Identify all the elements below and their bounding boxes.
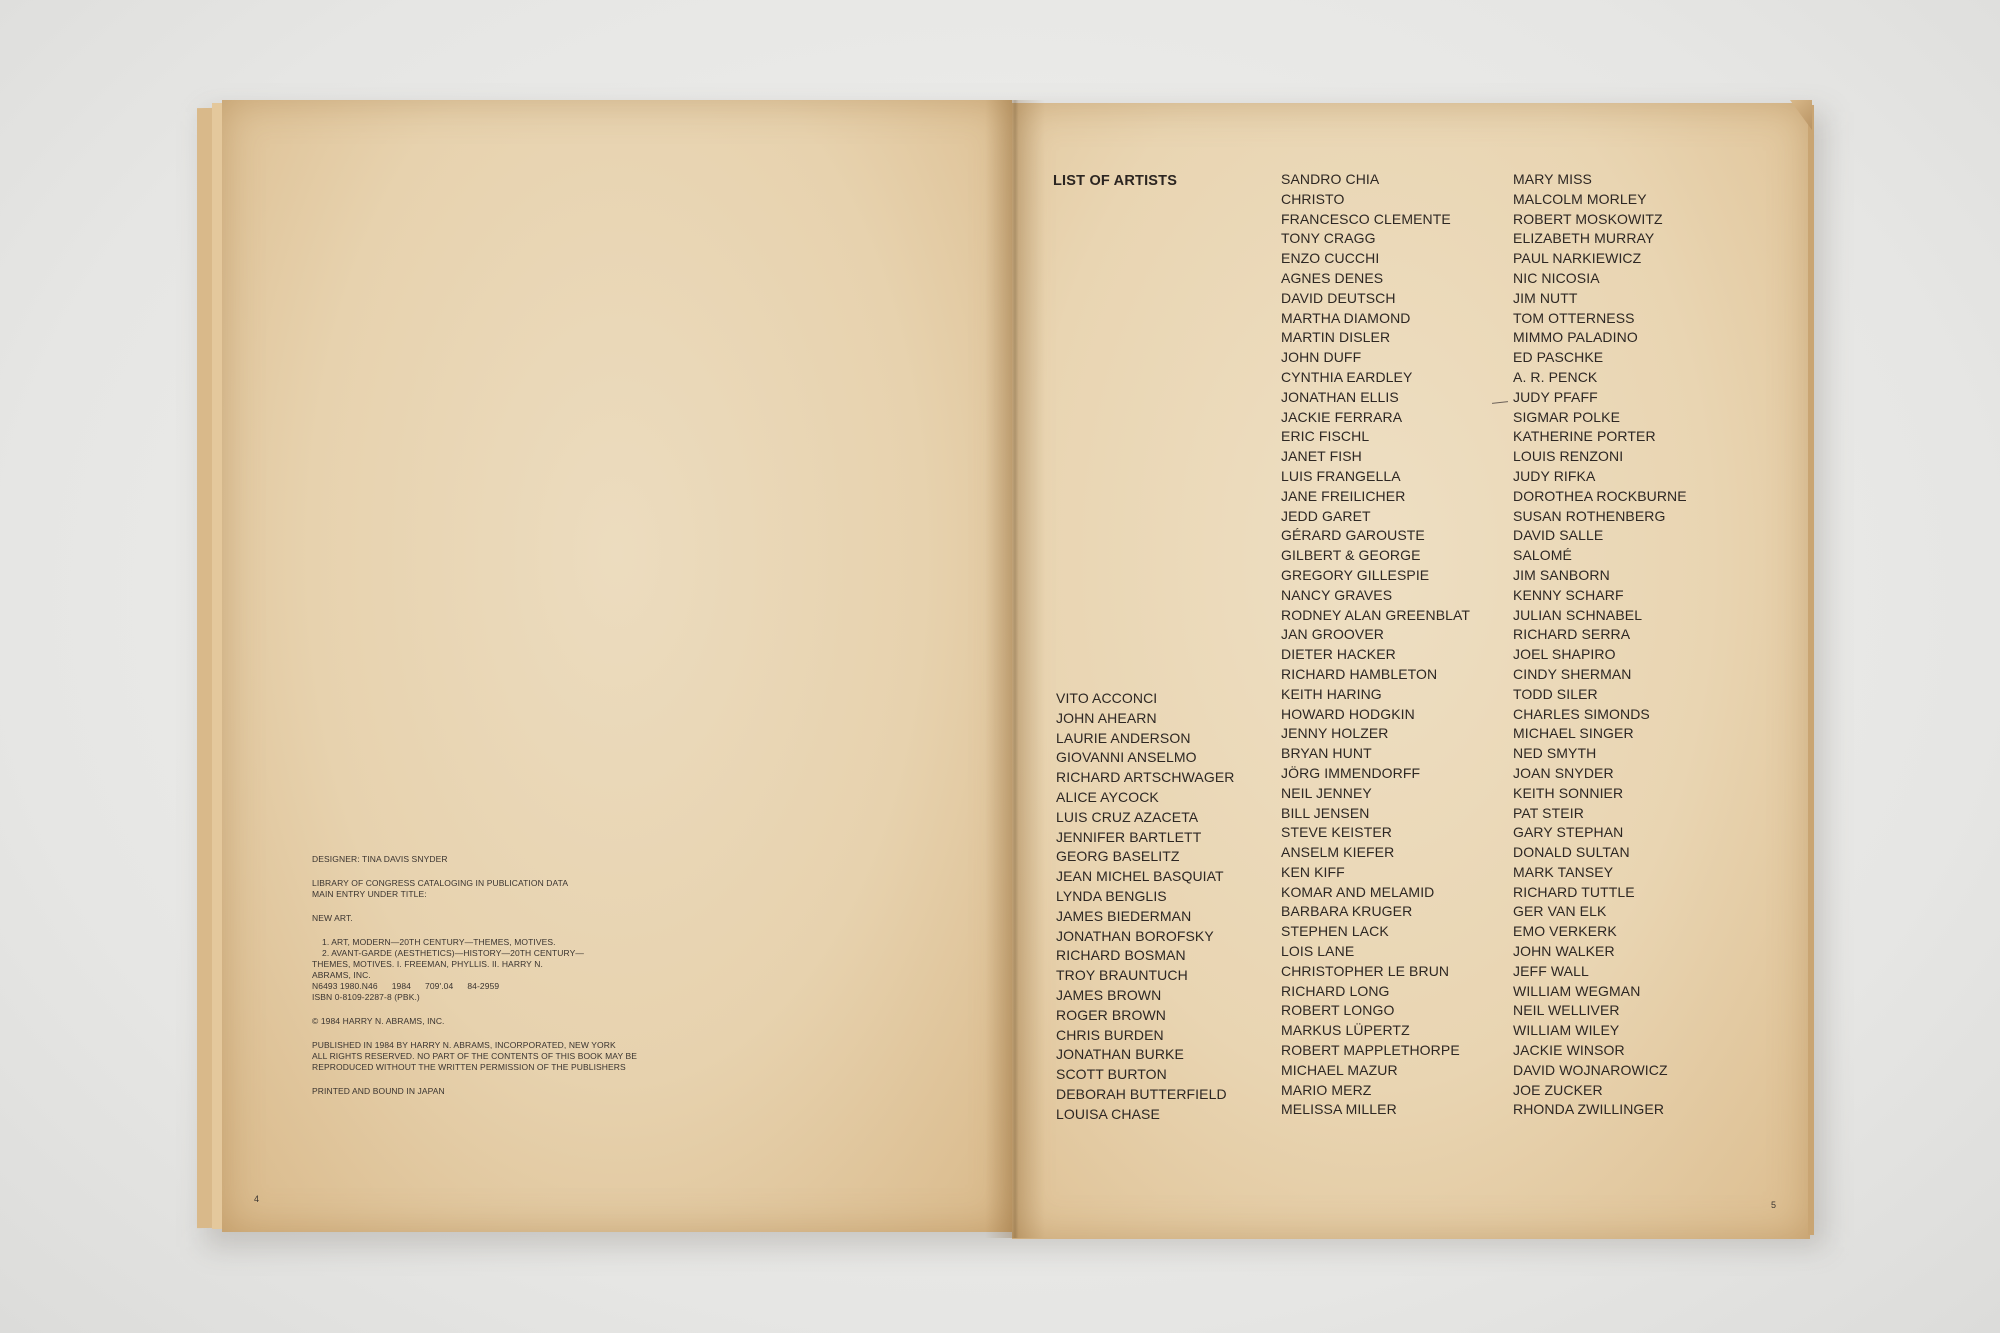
artist-name: JAMES BROWN <box>1056 986 1162 1003</box>
artist-name: LUIS CRUZ AZACETA <box>1056 808 1199 825</box>
page-number-left: 4 <box>254 1194 260 1204</box>
artist-name: HOWARD HODGKIN <box>1281 705 1415 722</box>
artist-name: FRANCESCO CLEMENTE <box>1281 210 1451 227</box>
artist-name: LUIS FRANGELLA <box>1281 467 1401 484</box>
artist-name: ANSELM KIEFER <box>1281 844 1395 861</box>
artist-name: RHONDA ZWILLINGER <box>1513 1101 1665 1118</box>
artist-name: DAVID DEUTSCH <box>1281 289 1396 306</box>
artist-name: KEN KIFF <box>1281 863 1345 880</box>
artist-name: STEPHEN LACK <box>1281 923 1389 940</box>
artist-name: TODD SILER <box>1513 685 1598 702</box>
artist-name: JENNIFER BARTLETT <box>1056 828 1202 845</box>
artist-name: CHRISTO <box>1281 190 1345 207</box>
artist-name: MARKUS LÜPERTZ <box>1281 1022 1410 1039</box>
artist-name: STEVE KEISTER <box>1281 824 1392 841</box>
artist-name: ROBERT MAPPLETHORPE <box>1281 1042 1460 1059</box>
artist-name: CHRIS BURDEN <box>1056 1026 1164 1043</box>
artist-name: JIM NUTT <box>1513 289 1578 306</box>
page-number-right: 5 <box>1771 1200 1777 1210</box>
cip-entry: MAIN ENTRY UNDER TITLE: <box>312 889 427 899</box>
artist-name: BARBARA KRUGER <box>1281 903 1413 920</box>
artist-name: CINDY SHERMAN <box>1513 665 1632 682</box>
cip-subject-1: 1. ART, MODERN—20TH CENTURY—THEMES, MOTIVES. <box>322 937 556 947</box>
artist-name: MELISSA MILLER <box>1281 1101 1397 1118</box>
isbn: ISBN 0-8109-2287-8 (PBK.) <box>312 992 420 1002</box>
artist-name: ROBERT LONGO <box>1281 1002 1395 1019</box>
artist-name: ED PASCHKE <box>1513 349 1604 366</box>
artist-name: PAT STEIR <box>1513 804 1584 821</box>
artist-name: NANCY GRAVES <box>1281 586 1393 603</box>
publisher-line-1: PUBLISHED IN 1984 BY HARRY N. ABRAMS, INCORPORATED, NEW YORK <box>312 1040 616 1050</box>
artist-name: RICHARD HAMBLETON <box>1281 665 1438 682</box>
artist-name: LYNDA BENGLIS <box>1056 887 1167 904</box>
artist-name: GÉRARD GAROUSTE <box>1281 527 1425 544</box>
artist-name: LOIS LANE <box>1281 943 1355 960</box>
cip-heading: LIBRARY OF CONGRESS CATALOGING IN PUBLICATION DATA <box>312 878 569 888</box>
artist-name: JANE FREILICHER <box>1281 487 1406 504</box>
artist-name: DAVID SALLE <box>1513 527 1604 544</box>
artist-name: MALCOLM MORLEY <box>1513 190 1647 207</box>
publisher-line-3: REPRODUCED WITHOUT THE WRITTEN PERMISSION OF THE PUBLISHERS <box>312 1062 626 1072</box>
artist-name: WILLIAM WEGMAN <box>1513 982 1641 999</box>
artist-name: KEITH HARING <box>1281 685 1382 702</box>
artist-name: MARTHA DIAMOND <box>1281 309 1411 326</box>
book-gutter <box>985 100 1045 1238</box>
artist-name: MIMMO PALADINO <box>1513 329 1638 346</box>
artist-name: GARY STEPHAN <box>1513 824 1624 841</box>
artist-name: MICHAEL MAZUR <box>1281 1061 1398 1078</box>
call-number: N6493 1980.N46 <box>312 981 378 991</box>
artist-name: MARTIN DISLER <box>1281 329 1391 346</box>
artist-column-2 <box>1281 170 1470 1120</box>
artist-name: AGNES DENES <box>1281 269 1384 286</box>
copyright-notice: © 1984 HARRY N. ABRAMS, INC. <box>312 1016 445 1026</box>
artist-name: MARK TANSEY <box>1513 863 1614 880</box>
dewey-number: 709'.04 <box>425 981 454 991</box>
artist-name: JACKIE FERRARA <box>1281 408 1403 425</box>
artist-name: JEAN MICHEL BASQUIAT <box>1056 868 1224 885</box>
artist-name: NEIL JENNEY <box>1281 784 1372 801</box>
artist-name: JOHN DUFF <box>1281 349 1362 366</box>
artist-name: KEITH SONNIER <box>1513 784 1624 801</box>
artist-name: BILL JENSEN <box>1281 804 1370 821</box>
artist-name: DONALD SULTAN <box>1513 844 1630 861</box>
artist-name: PAUL NARKIEWICZ <box>1513 250 1642 267</box>
artist-name: JEFF WALL <box>1513 962 1589 979</box>
artist-name: MARIO MERZ <box>1281 1081 1372 1098</box>
artist-name: GILBERT & GEORGE <box>1281 547 1421 564</box>
artist-name: SALOMÉ <box>1513 547 1572 564</box>
artist-name: LAURIE ANDERSON <box>1056 729 1191 746</box>
cip-subject-2: 2. AVANT-GARDE (AESTHETICS)—HISTORY—20TH CENTURY— <box>322 948 584 958</box>
artist-name: RICHARD BOSMAN <box>1056 947 1186 964</box>
artist-name: ROGER BROWN <box>1056 1006 1166 1023</box>
artist-name: JOAN SNYDER <box>1513 764 1614 781</box>
artist-name: ERIC FISCHL <box>1281 428 1370 445</box>
artist-name: VITO ACCONCI <box>1056 690 1158 706</box>
cip-title: NEW ART. <box>312 913 353 923</box>
artist-name: DIETER HACKER <box>1281 646 1396 663</box>
artist-name: JULIAN SCHNABEL <box>1513 606 1643 623</box>
artist-name: JONATHAN BOROFSKY <box>1056 927 1214 944</box>
artist-name: BRYAN HUNT <box>1281 745 1372 762</box>
artist-name: GER VAN ELK <box>1513 903 1607 920</box>
artist-name: EMO VERKERK <box>1513 923 1617 940</box>
artist-name: JÖRG IMMENDORFF <box>1281 764 1421 781</box>
artist-column-3 <box>1513 170 1687 1120</box>
artist-name: JAN GROOVER <box>1281 626 1385 643</box>
artist-name: RICHARD LONG <box>1281 982 1390 999</box>
artist-name: JONATHAN BURKE <box>1056 1046 1184 1063</box>
artist-name: TOM OTTERNESS <box>1513 309 1635 326</box>
cip-subject-2-cont: THEMES, MOTIVES. I. FREEMAN, PHYLLIS. II. HARRY N. <box>312 959 543 969</box>
artist-name: GREGORY GILLESPIE <box>1281 566 1430 583</box>
right-page-edge <box>1808 105 1814 1235</box>
artist-name: MICHAEL SINGER <box>1513 725 1634 742</box>
artist-column-1 <box>1056 689 1234 1125</box>
artist-name: JANET FISH <box>1281 448 1362 465</box>
artist-name: ELIZABETH MURRAY <box>1513 230 1655 247</box>
artist-name: LOUISA CHASE <box>1056 1105 1160 1122</box>
artist-name: RICHARD SERRA <box>1513 626 1631 643</box>
artist-name: DAVID WOJNAROWICZ <box>1513 1061 1668 1078</box>
designer-credit: DESIGNER: TINA DAVIS SNYDER <box>312 854 448 864</box>
artist-name: CHRISTOPHER LE BRUN <box>1281 962 1450 979</box>
cip-subject-2-end: ABRAMS, INC. <box>312 970 371 980</box>
artist-name: RICHARD ARTSCHWAGER <box>1056 769 1235 786</box>
artist-name: JOE ZUCKER <box>1513 1081 1603 1098</box>
artist-name: CHARLES SIMONDS <box>1513 705 1650 722</box>
publisher-line-2: ALL RIGHTS RESERVED. NO PART OF THE CONTENTS OF THIS BOOK MAY BE <box>312 1051 638 1061</box>
artist-name: GIOVANNI ANSELMO <box>1056 749 1197 766</box>
artist-name: JEDD GARET <box>1281 507 1371 524</box>
artist-name: JOHN WALKER <box>1513 943 1615 960</box>
artist-name: JOHN AHEARN <box>1056 709 1157 726</box>
artist-name: JUDY PFAFF <box>1513 388 1598 405</box>
printed-in: PRINTED AND BOUND IN JAPAN <box>312 1086 445 1096</box>
cip-call-line <box>312 981 612 992</box>
artist-name: NED SMYTH <box>1513 745 1597 762</box>
artist-name: JONATHAN ELLIS <box>1281 388 1399 405</box>
list-heading: LIST OF ARTISTS <box>1053 173 1178 189</box>
artist-name: JACKIE WINSOR <box>1513 1042 1625 1059</box>
artist-name: JAMES BIEDERMAN <box>1056 907 1192 924</box>
artist-name: KOMAR AND MELAMID <box>1281 883 1435 900</box>
artist-name: JIM SANBORN <box>1513 566 1610 583</box>
artist-name: SUSAN ROTHENBERG <box>1513 507 1666 524</box>
artist-name: GEORG BASELITZ <box>1056 848 1180 865</box>
artist-name: SIGMAR POLKE <box>1513 408 1621 425</box>
artist-name: NIC NICOSIA <box>1513 269 1600 286</box>
cip-year: 1984 <box>391 981 411 991</box>
artist-name: NEIL WELLIVER <box>1513 1002 1620 1019</box>
artist-name: JENNY HOLZER <box>1281 725 1389 742</box>
artist-name: DEBORAH BUTTERFIELD <box>1056 1085 1227 1102</box>
artist-name: KENNY SCHARF <box>1513 586 1624 603</box>
artist-name: RODNEY ALAN GREENBLAT <box>1281 606 1471 623</box>
artist-name: A. R. PENCK <box>1513 368 1598 385</box>
artist-name: TONY CRAGG <box>1281 230 1376 247</box>
artist-name: LOUIS RENZONI <box>1513 448 1624 465</box>
artist-name: ROBERT MOSKOWITZ <box>1513 210 1663 227</box>
artist-name: CYNTHIA EARDLEY <box>1281 368 1413 385</box>
artist-name: WILLIAM WILEY <box>1513 1022 1620 1039</box>
lccn: 84-2959 <box>467 981 500 991</box>
artist-name: JUDY RIFKA <box>1513 467 1596 484</box>
artist-name: DOROTHEA ROCKBURNE <box>1513 487 1687 504</box>
artist-name: ALICE AYCOCK <box>1056 788 1159 805</box>
artist-name: MARY MISS <box>1513 171 1592 187</box>
artist-name: RICHARD TUTTLE <box>1513 883 1635 900</box>
artist-name: SANDRO CHIA <box>1281 171 1380 187</box>
copyright-imprint <box>312 854 638 1097</box>
artist-name: ENZO CUCCHI <box>1281 250 1380 267</box>
artist-name: TROY BRAUNTUCH <box>1056 967 1188 984</box>
artist-name: KATHERINE PORTER <box>1513 428 1656 445</box>
artist-name: SCOTT BURTON <box>1056 1066 1167 1083</box>
artist-name: JOEL SHAPIRO <box>1513 646 1616 663</box>
